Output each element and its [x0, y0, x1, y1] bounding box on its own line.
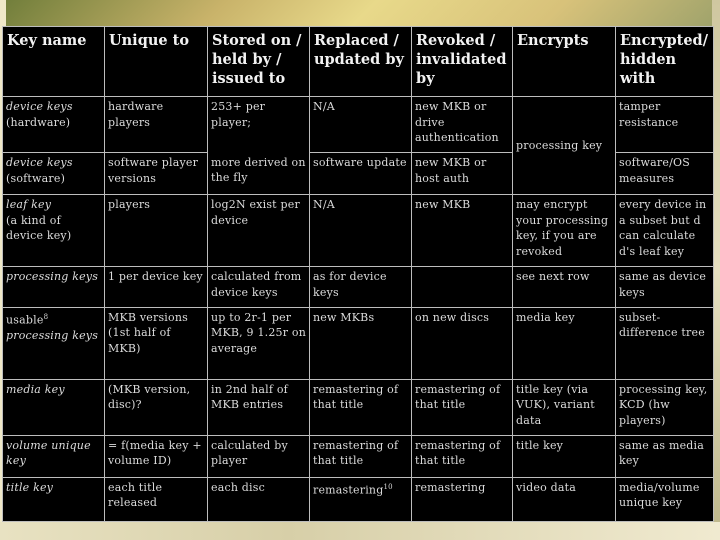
cell-key-name [3, 153, 105, 195]
cell-unique-to: players [105, 195, 208, 267]
cell-hidden-with: same as device keys [616, 267, 714, 307]
key-name-italic: leaf key [6, 198, 52, 212]
cell-revoked-by: remastering [412, 477, 513, 521]
cell-hidden-with: every device in a subset but d can calculate d's leaf key [616, 195, 714, 267]
table-row [3, 97, 714, 153]
key-table [2, 26, 714, 522]
cell-hidden-with: media/volume unique key [616, 477, 714, 521]
table-row [3, 307, 714, 379]
cell-encrypts: video data [513, 477, 616, 521]
cell-replaced-by: new MKBs [310, 307, 412, 379]
key-name-italic: device keys [6, 156, 73, 170]
key-table-container [2, 26, 713, 522]
header-stored-on: Stored on / held by / issued to [208, 27, 310, 97]
key-name-plain: (a kind of device key) [6, 213, 72, 243]
cell-encrypts: media key [513, 307, 616, 379]
cell-key-name [3, 477, 105, 521]
cell-stored-on: each disc [208, 477, 310, 521]
header-key-name: Key name [3, 27, 105, 97]
footnote-marker: 8 [43, 312, 49, 321]
key-name-italic: media key [6, 382, 65, 396]
cell-unique-to: MKB versions (1st half of MKB) [105, 307, 208, 379]
cell-encrypts: may encrypt your processing key, if you are revoked [513, 195, 616, 267]
cell-encrypts: title key [513, 435, 616, 477]
cell-replaced-by: N/A [310, 195, 412, 267]
key-name-italic: processing keys [6, 270, 99, 284]
key-name-italic: title key [6, 480, 54, 494]
cell-replaced-by: remastering of that title [310, 379, 412, 435]
cell-unique-to: hardware players [105, 97, 208, 153]
cell-hidden-with: subset-difference tree [616, 307, 714, 379]
cell-stored-on: more derived on the fly [208, 153, 310, 195]
key-name-plain: usable [6, 313, 44, 327]
header-replaced-by: Replaced / updated by [310, 27, 412, 97]
cell-revoked-by: new MKB or drive authentication [412, 97, 513, 153]
cell-replaced-by: remastering of that title [310, 435, 412, 477]
cell-revoked-by: new MKB [412, 195, 513, 267]
cell-revoked-by: on new discs [412, 307, 513, 379]
cell-stored-on: log2N exist per device [208, 195, 310, 267]
table-row [3, 435, 714, 477]
cell-hidden-with: tamper resistance [616, 97, 714, 153]
cell-encrypts-merged [513, 97, 616, 195]
key-name-italic: volume unique key [6, 438, 91, 468]
header-row [3, 27, 714, 97]
cell-key-name [3, 307, 105, 379]
cell-replaced-by [310, 477, 412, 521]
cell-hidden-with: software/OS measures [616, 153, 714, 195]
header-unique-to: Unique to [105, 27, 208, 97]
header-revoked-by: Revoked / invalidated by [412, 27, 513, 97]
cell-key-name [3, 97, 105, 153]
cell-hidden-with: same as media key [616, 435, 714, 477]
cell-replaced-by: as for device keys [310, 267, 412, 307]
header-encrypts: Encrypts [513, 27, 616, 97]
cell-unique-to: each title released [105, 477, 208, 521]
key-name-italic: device keys [6, 100, 73, 114]
cell-key-name [3, 379, 105, 435]
cell-stored-on: calculated from device keys [208, 267, 310, 307]
cell-revoked-by [412, 267, 513, 307]
header-hidden-with: Encrypted/ hidden with [616, 27, 714, 97]
cell-revoked-by: remastering of that title [412, 435, 513, 477]
table-row [3, 267, 714, 307]
cell-encrypts: title key (via VUK), variant data [513, 379, 616, 435]
cell-key-name [3, 195, 105, 267]
cell-revoked-by: remastering of that title [412, 379, 513, 435]
cell-encrypts: see next row [513, 267, 616, 307]
table-row [3, 477, 714, 521]
footnote-marker: 10 [383, 482, 393, 491]
merged-encrypts-part1: processing key [516, 138, 603, 152]
table-row [3, 379, 714, 435]
cell-revoked-by: new MKB or host auth [412, 153, 513, 195]
background-edge-bottom [0, 522, 720, 540]
cell-stored-on: up to 2r-1 per MKB, 9 1.25r on average [208, 307, 310, 379]
cell-stored-on: calculated by player [208, 435, 310, 477]
key-name-plain: (hardware) [6, 115, 71, 129]
cell-unique-to: = f(media key + volume ID) [105, 435, 208, 477]
cell-key-name [3, 267, 105, 307]
table-row [3, 195, 714, 267]
cell-unique-to: software player versions [105, 153, 208, 195]
replaced-text: remastering [313, 483, 384, 497]
cell-replaced-by: N/A [310, 97, 412, 153]
cell-unique-to: (MKB version, disc)? [105, 379, 208, 435]
cell-key-name [3, 435, 105, 477]
cell-replaced-by: software update [310, 153, 412, 195]
cell-stored-on: 253+ per player; [208, 97, 310, 153]
cell-unique-to: 1 per device key [105, 267, 208, 307]
cell-stored-on: in 2nd half of MKB entries [208, 379, 310, 435]
key-name-plain: (software) [6, 171, 66, 185]
key-name-italic: processing keys [6, 328, 99, 342]
cell-hidden-with: processing key, KCD (hw players) [616, 379, 714, 435]
